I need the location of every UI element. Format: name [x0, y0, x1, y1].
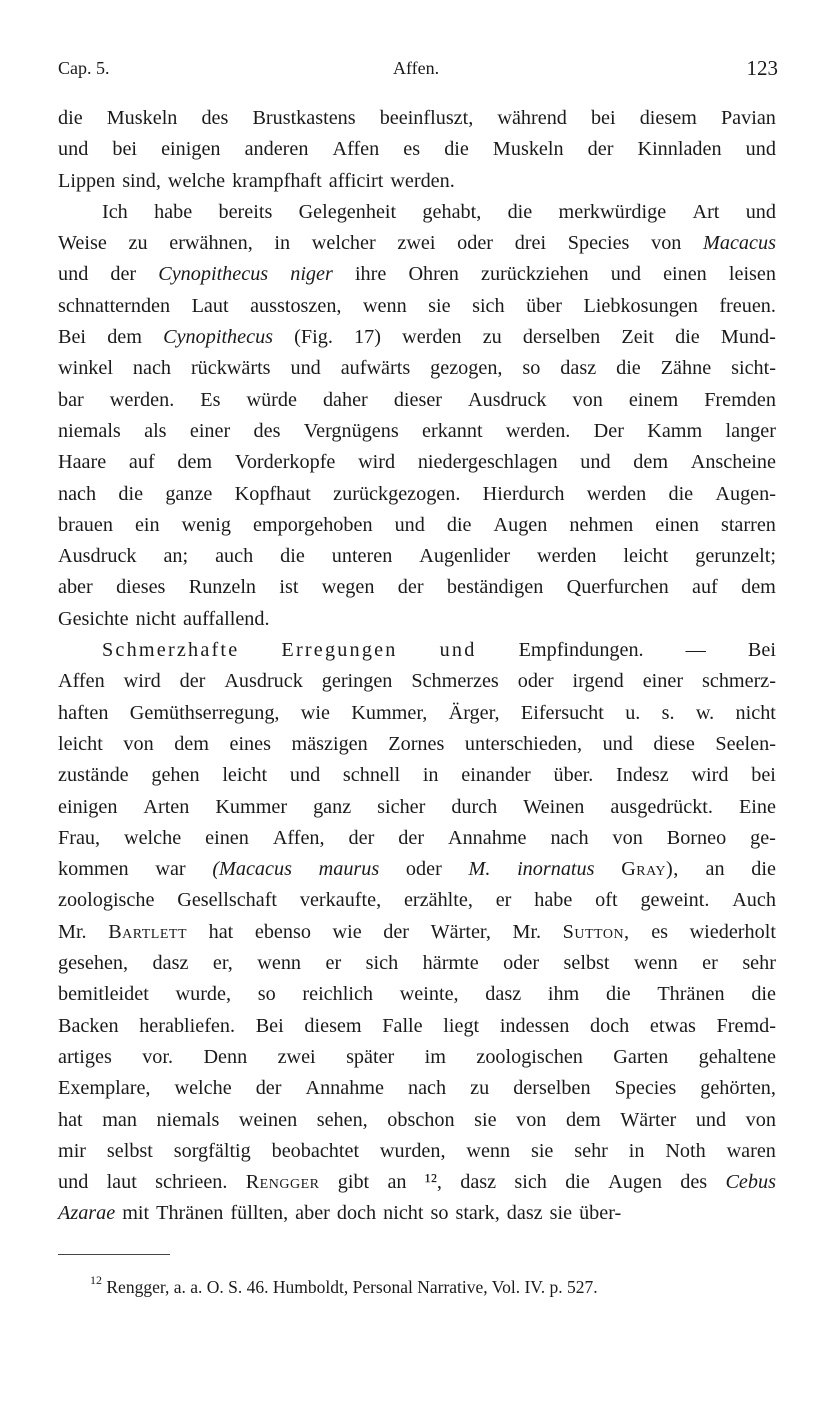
text-line: bemitleidet wurde, so reichlich weinte, dasz ihm die Thränen die: [58, 983, 776, 1006]
text-line: Ausdruck an; auch die unteren Augenlider werden leicht gerunzelt;: [58, 545, 776, 568]
text-line: und bei einigen anderen Affen es die Muskeln der Kinnladen und: [58, 138, 776, 161]
page-header: [58, 56, 778, 86]
text-line: gesehen, dasz er, wenn er sich härmte oder selbst wenn er sehr: [58, 952, 776, 975]
text-line: zoologische Gesellschaft verkaufte, erzählte, er habe oft geweint. Auch: [58, 889, 776, 912]
text-line: und laut schrieen. Rengger gibt an ¹², dasz sich die Augen des Cebus: [58, 1171, 776, 1194]
text-line: Haare auf dem Vorderkopfe wird niedergeschlagen und dem Anscheine: [58, 451, 776, 474]
text-line: Exemplare, welche der Annahme nach zu derselben Species gehörten,: [58, 1077, 776, 1100]
text-line: niemals als einer des Vergnügens erkannt werden. Der Kamm langer: [58, 419, 776, 442]
text-line: Lippen sind, welche krampfhaft afficirt werden.: [58, 169, 455, 192]
text-line: und der Cynopithecus niger ihre Ohren zurückziehen und einen leisen: [58, 263, 776, 286]
text-line: Frau, welche einen Affen, der der Annahme nach von Borneo ge-: [58, 826, 776, 849]
text-line: Bei dem Cynopithecus (Fig. 17) werden zu derselben Zeit die Mund-: [58, 326, 776, 349]
text-line: hat man niemals weinen sehen, obschon sie von dem Wärter und von: [58, 1108, 776, 1131]
text-line: Mr. Bartlett hat ebenso wie der Wärter, Mr. Sutton, es wiederholt: [58, 920, 776, 943]
text-line: mir selbst sorgfältig beobachtet wurden, wenn sie sehr in Noth waren: [58, 1139, 776, 1162]
text-line: Affen wird der Ausdruck geringen Schmerzes oder irgend einer schmerz-: [58, 670, 776, 693]
running-head-chapter: Cap. 5.: [58, 58, 110, 78]
text-line: haften Gemüthserregung, wie Kummer, Ärger, Eifersucht u. s. w. nicht: [58, 701, 776, 724]
running-head-title: Affen.: [393, 58, 440, 78]
text-line: brauen ein wenig emporgehoben und die Augen nehmen einen starren: [58, 513, 776, 536]
text-line: aber dieses Runzeln ist wegen der beständigen Querfurchen auf dem: [58, 576, 776, 599]
text-line: artiges vor. Denn zwei später im zoologischen Garten gehaltene: [58, 1045, 776, 1068]
text-line: Gesichte nicht auffallend.: [58, 607, 270, 630]
text-line: zustände gehen leicht und schnell in einander über. Indesz wird bei: [58, 764, 776, 787]
text-line: einigen Arten Kummer ganz sicher durch Weinen ausgedrückt. Eine: [58, 795, 776, 818]
page-body: [58, 103, 776, 1230]
text-line: Schmerzhafte Erregungen und Empfindungen. — Bei: [102, 639, 776, 662]
text-line: bar werden. Es würde daher dieser Ausdruck von einem Fremden: [58, 388, 776, 411]
text-line: Backen herabliefen. Bei diesem Falle liegt indessen doch etwas Fremd-: [58, 1014, 776, 1037]
text-line: kommen war (Macacus maurus oder M. inornatus Gray), an die: [58, 858, 776, 881]
footnote-text: Rengger, a. a. O. S. 46. Humboldt, Personal Narrative, Vol. IV. p. 527.: [106, 1277, 598, 1297]
text-line: nach die ganze Kopfhaut zurückgezogen. Hierdurch werden die Augen-: [58, 482, 776, 505]
text-line: schnatternden Laut ausstoszen, wenn sie sich über Liebkosungen freuen.: [58, 294, 776, 317]
footnote-marker: 12: [90, 1273, 102, 1287]
text-line: Ich habe bereits Gelegenheit gehabt, die merkwürdige Art und: [102, 200, 776, 223]
footnote: [90, 1273, 776, 1298]
page-number: 123: [746, 56, 778, 80]
text-line: leicht von dem eines mäszigen Zornes unterschieden, und diese Seelen-: [58, 732, 776, 755]
text-line: Weise zu erwähnen, in welcher zwei oder drei Species von Macacus: [58, 232, 776, 255]
footnote-rule: [58, 1254, 170, 1255]
text-line: Azarae mit Thränen füllten, aber doch nicht so stark, dasz sie über-: [58, 1202, 622, 1225]
text-line: die Muskeln des Brustkastens beeinfluszt, während bei diesem Pavian: [58, 107, 776, 129]
text-line: winkel nach rückwärts und aufwärts gezogen, so dasz die Zähne sicht-: [58, 357, 776, 380]
